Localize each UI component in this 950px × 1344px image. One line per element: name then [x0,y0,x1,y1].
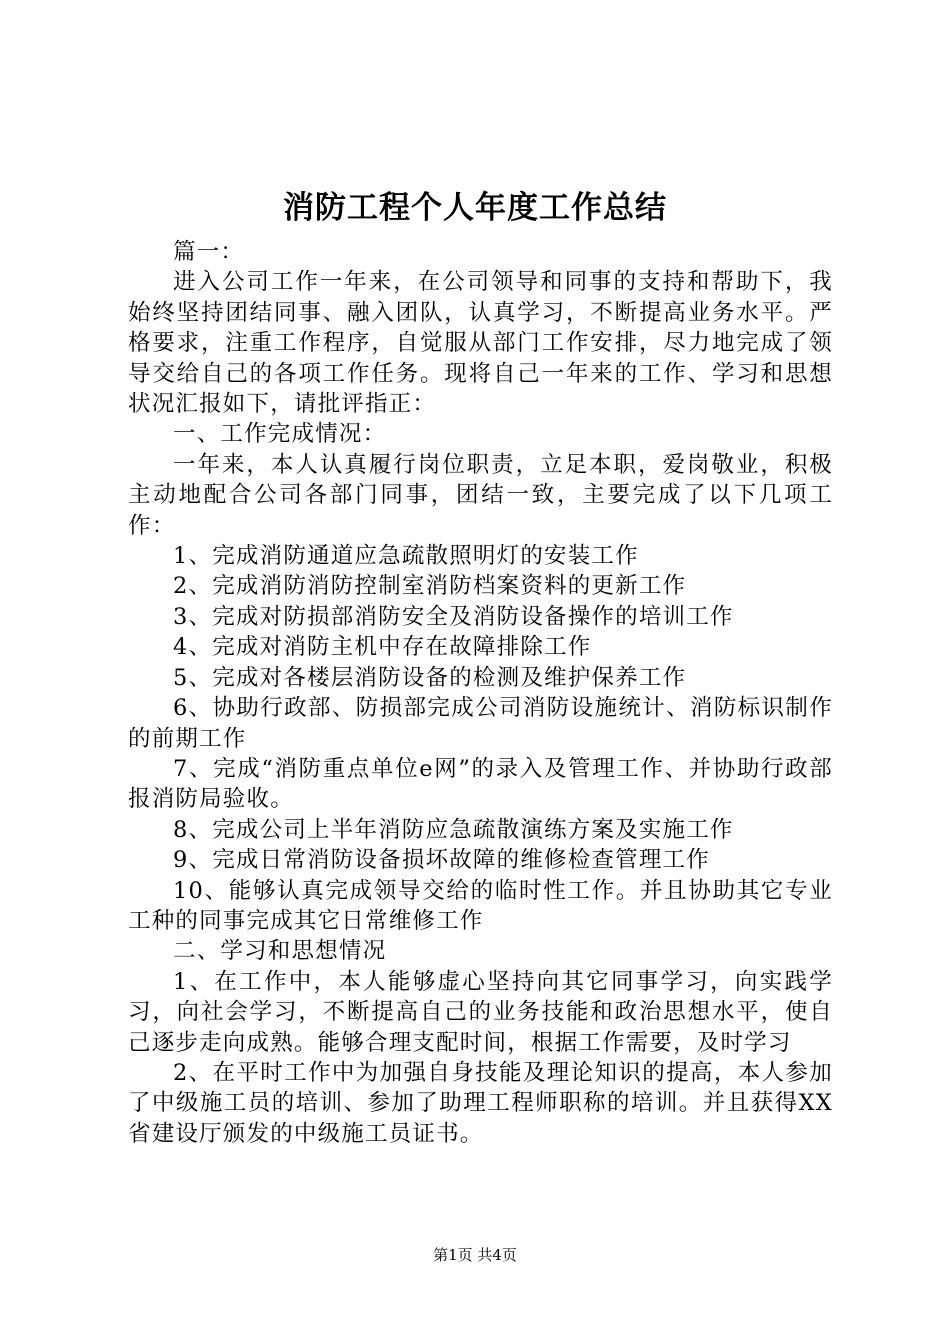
page-number-footer: 第1页 共4页 [433,1246,517,1264]
work-item: 2、完成消防消防控制室消防档案资料的更新工作 [173,573,687,600]
work-item: 1、完成消防通道应急疏散照明灯的安装工作 [173,543,639,570]
work-item: 7、完成“消防重点单位e网”的录入及管理工作、并协助行政部报消防局验收。 [128,755,833,813]
section-heading-part-one: 篇一： [173,239,245,265]
document-title: 消防工程个人年度工作总结 [283,190,667,226]
study-item: 2、在平时工作中为加强自身技能及理论知识的提高，本人参加了中级施工员的培训、参加了助理工程师职称的培训。并且获得XX省建设厅颁发的中级施工员证书。 [128,1059,833,1147]
work-item: 3、完成对防损部消防安全及消防设备操作的培训工作 [173,603,734,630]
document-body [128,237,833,1149]
work-item: 10、能够认真完成领导交给的临时性工作。并且协助其它专业工种的同事完成其它日常维修工作 [128,877,833,934]
work-item: 5、完成对各楼层消防设备的检测及维护保养工作 [173,664,687,691]
work-item: 6、协助行政部、防损部完成公司消防设施统计、消防标识制作的前期工作 [128,695,833,752]
section-heading-study: 二、学习和思想情况 [173,938,387,965]
intro-paragraph: 进入公司工作一年来，在公司领导和同事的支持和帮助下，我始终坚持团结同事、融入团队，认真学习，不断提高业务水平。严格要求，注重工作程序，自觉服从部门工作安排，尽力地完成了领导交给自己的各项工作任务。现将自己一年来的工作、学习和思想状况汇报如下，请批评指正： [128,269,833,418]
work-item: 8、完成公司上半年消防应急疏散演练方案及实施工作 [173,816,734,843]
section-heading-work: 一、工作完成情况： [173,421,387,448]
study-item: 1、在工作中，本人能够虚心坚持向其它同事学习，向实践学习，向社会学习，不断提高自己的业务技能和政治思想水平，使自己逐步走向成熟。能够合理支配时间，根据工作需要，及时学习 [128,968,833,1056]
work-summary-paragraph: 一年来，本人认真履行岗位职责，立足本职，爱岗敬业，积极主动地配合公司各部门同事，团结一致，主要完成了以下几项工作： [128,451,833,539]
work-item: 9、完成日常消防设备损坏故障的维修检查管理工作 [173,847,710,874]
work-item: 4、完成对消防主机中存在故障排除工作 [173,634,592,661]
